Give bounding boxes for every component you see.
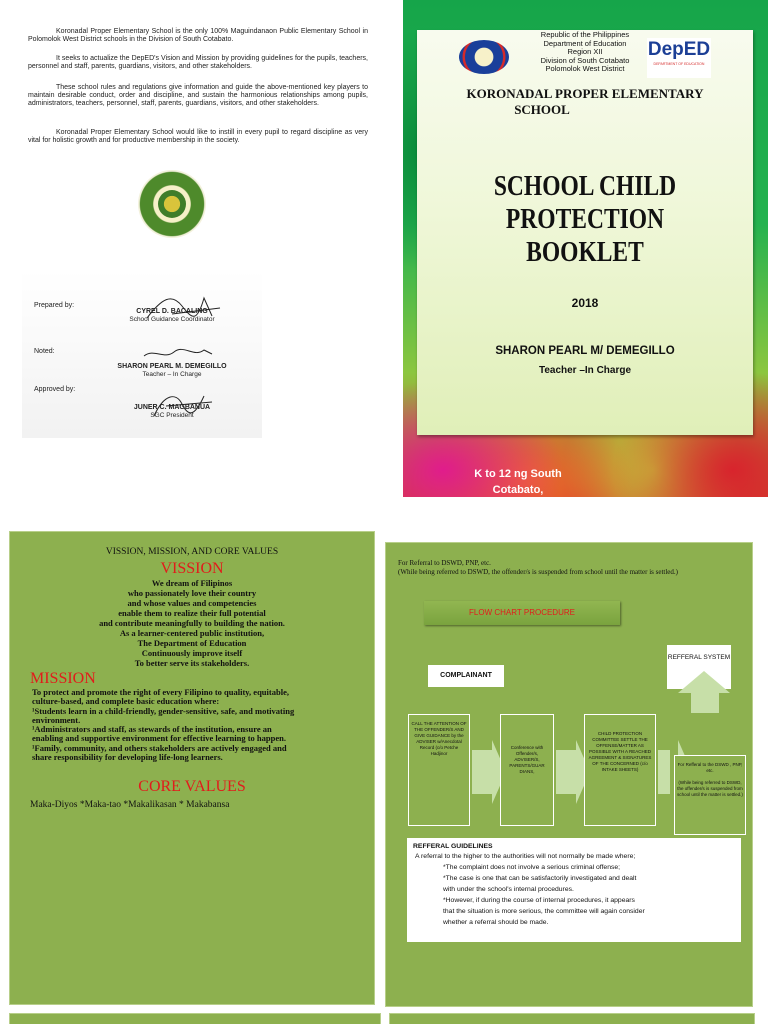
referral-intro-line: For Referral to DSWD, PNP, etc. xyxy=(398,559,491,567)
noted-name: SHARON PEARL M. DEMEGILLO xyxy=(117,363,227,370)
mission-line: To protect and promote the right of every Filipino to quality, equitable, xyxy=(32,687,289,697)
cover-tagline xyxy=(458,466,578,497)
vision-line: who passionately love their country xyxy=(127,588,257,598)
booklet-cover xyxy=(403,0,768,497)
flow-step-note: (While being referred to DSWD, the offender/s is suspended from school until the matter is settled.) xyxy=(677,780,743,797)
intro-paragraph: These school rules and regulations give information and guide the above-mentioned key players to maintain desirable conduct, order and discipline, and sustain the harmonious relationships among pupils, administrators, teachers, personnel, staff, parents, guardians, visitors, and other stakeholders. xyxy=(28,84,368,107)
vision-title: VISSION xyxy=(160,560,224,577)
vision-line: Continuously improve itself xyxy=(141,648,243,658)
mission-line: ¹Family, community, and others stakeholders are actively engaged and xyxy=(32,742,287,753)
guideline-line: that the situation is more serious, the committee will again consider xyxy=(443,908,645,915)
flow-step-box: CHILD PROTECTION COMMITTEE SETTLE THE OFFENSE/MATTER AS POSSIBLE WITH A REACHED AGREEMENT & SIGNATURES OF THE CONCERNED (c/o INTAKE SHEETS) xyxy=(584,714,656,826)
cover-year: 2018 xyxy=(571,296,599,310)
guidelines-box xyxy=(407,838,741,942)
booklet-title xyxy=(444,170,726,269)
header-line: Region XII xyxy=(567,47,603,57)
mission-title: MISSION xyxy=(30,670,96,687)
guideline-line: with under the school's internal procedures. xyxy=(443,886,574,893)
core-values-title: CORE VALUES xyxy=(138,778,246,795)
core-values-text: Maka-Diyos *Maka-tao *Makalikasan * Makabansa xyxy=(30,800,230,810)
next-page-strip xyxy=(390,1014,754,1024)
complainant-box: COMPLAINANT xyxy=(428,665,504,687)
tagline-line: K to 12 ng South xyxy=(474,468,562,480)
guidelines-list xyxy=(443,864,737,927)
mission-line: ¹Students learn in a child-friendly, gender-sensitive, safe, and motivating xyxy=(32,705,295,716)
mission-text xyxy=(32,688,362,762)
arrow-right-icon xyxy=(658,750,670,794)
header-line: Polomolok West District xyxy=(545,64,625,74)
referral-intro-line: (While being referred to DSWD, the offender/s is suspended from school until the matter is settled.) xyxy=(398,567,678,576)
vision-line: We dream of Filipinos xyxy=(151,578,233,588)
mission-line: ¹Administrators and staff, as stewards of the institution, ensure an xyxy=(32,724,272,735)
noted-label: Noted: xyxy=(34,348,55,355)
deped-logo-icon xyxy=(647,38,711,78)
header-line: Department of Education xyxy=(543,38,627,48)
cover-role: Teacher –In Charge xyxy=(538,365,632,376)
vision-text xyxy=(10,578,374,668)
flow-step-box xyxy=(674,755,746,835)
guideline-line: *The case is one that can be satisfactorily investigated and dealt xyxy=(443,875,637,882)
flow-step-box: Conference with Offender/s, ADVISER/S, PARENTS/GUAR DIANS, xyxy=(500,714,554,826)
school-name-line: SCHOOL xyxy=(514,102,570,117)
arrow-right-icon xyxy=(472,750,492,794)
deped-logo-text: DepED xyxy=(647,39,711,60)
header-line: Division of South Cotabato xyxy=(540,55,630,65)
vision-line: and whose values and competencies xyxy=(127,598,257,608)
referral-intro xyxy=(398,559,742,576)
header-line: Republic of the Philippines xyxy=(540,30,630,39)
guideline-line: whether a referral should be made. xyxy=(443,919,549,926)
school-name xyxy=(417,86,753,118)
intro-paragraph: Koronadal Proper Elementary School is the only 100% Maguindanaon Public Elementary School in Polomolok West District schools in the Division of South Cotabato. xyxy=(28,28,368,43)
vision-line: enable them to realize their full potential xyxy=(118,608,266,618)
guideline-line: *However, if during the course of internal procedures, it appears xyxy=(443,897,635,904)
approved-role: SGC President xyxy=(150,412,194,419)
vmv-heading: VISSION, MISSION, AND CORE VALUES xyxy=(105,547,279,557)
flow-chart-title: FLOW CHART PROCEDURE xyxy=(424,601,620,625)
flow-step-text: For Refferal to the DSWD , PNP, etc. xyxy=(677,762,743,773)
approved-name: JUNER C. MAGBANUA xyxy=(133,404,211,411)
flow-step-box: CALL THE ATTENTION OF THE OFFENDER/S AND GIVE GUIDANCE by the ADVISER w/Anecdotal Record (c/o Petche Hadjinor xyxy=(408,714,470,826)
vision-line: and contribute meaningfully to building the nation. xyxy=(99,618,285,628)
prepared-label: Prepared by: xyxy=(34,302,75,309)
vmv-panel xyxy=(10,532,374,1004)
title-line: PROTECTION xyxy=(505,204,665,235)
title-line: SCHOOL CHILD xyxy=(493,171,677,202)
school-seal-icon xyxy=(138,170,206,238)
mission-line: share responsibility for developing life-long learners. xyxy=(32,752,223,763)
arrow-up-icon xyxy=(691,693,719,713)
intro-paragraph: It seeks to actualize the DepED's Vision and Mission by providing guidelines for the pupils, teachers, personnel and staff, parents, guardians, visitors, and other stakeholders. xyxy=(28,55,368,70)
referral-system-box: REFFERAL SYSTEM xyxy=(667,645,731,689)
mission-line: culture-based, and complete basic education where: xyxy=(32,696,220,707)
guidelines-intro: A referral to the higher to the authorities will not normally be made where; xyxy=(415,853,636,860)
intro-panel xyxy=(0,0,380,505)
mission-line: environment. xyxy=(32,714,81,725)
cover-person: SHARON PEARL M/ DEMEGILLO xyxy=(495,345,675,357)
title-line: BOOKLET xyxy=(526,237,644,268)
arrow-up-head xyxy=(678,671,730,693)
guideline-line: *The complaint does not involve a serious criminal offense; xyxy=(443,864,621,871)
noted-role: Teacher – In Charge xyxy=(142,371,202,378)
prepared-name: CYREL D. BACALING xyxy=(136,308,208,315)
vision-line: The Department of Education xyxy=(137,638,247,648)
tagline-line: Cotabato, xyxy=(492,484,544,496)
signature-icon xyxy=(140,346,220,362)
next-page-strip xyxy=(10,1014,380,1024)
vision-line: As a learner-centered public institution, xyxy=(119,628,265,638)
deped-logo-sub: DEPARTMENT OF EDUCATION xyxy=(653,62,705,66)
approved-label: Approved by: xyxy=(34,386,76,393)
vision-line: To better serve its stakeholders. xyxy=(134,658,250,668)
guidelines-title: REFFERAL GUIDELINES xyxy=(413,843,493,850)
cover-card xyxy=(417,30,753,435)
school-name-line: KORONADAL PROPER ELEMENTARY xyxy=(466,86,704,101)
arrow-right-icon xyxy=(556,750,576,794)
signatories-block xyxy=(22,270,262,438)
prepared-role: School Guidance Coordinator xyxy=(129,316,215,323)
intro-paragraph: Koronadal Proper Elementary School would like to instill in every pupil to regard discipline as very vital for holistic growth and for productive membership in the society. xyxy=(28,129,368,144)
mission-line: enabling and supportive environment for effective learning to happen. xyxy=(32,733,286,744)
